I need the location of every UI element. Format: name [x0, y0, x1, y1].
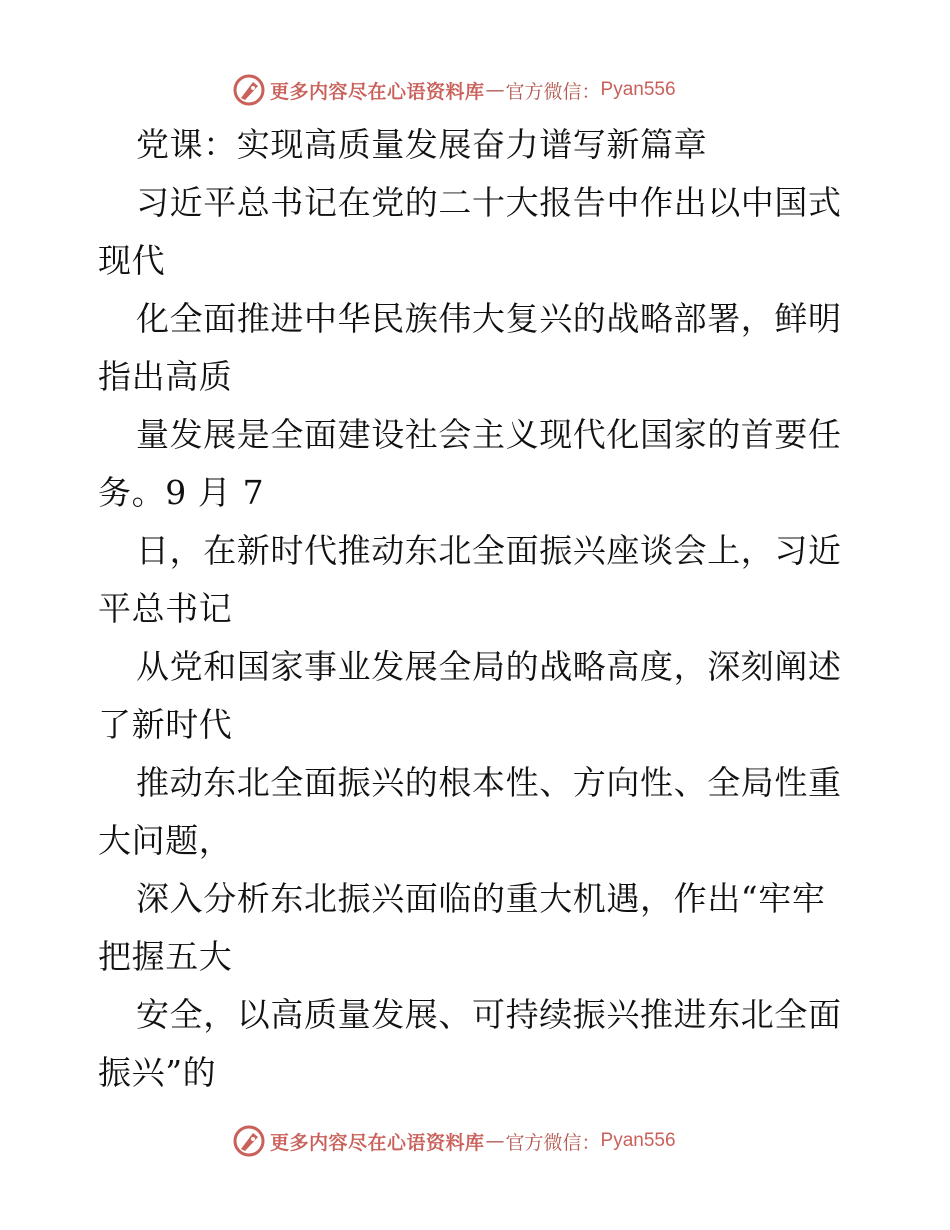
paragraph-line: 了新时代: [98, 705, 233, 744]
banner-wechat-id: Pyan556: [600, 1130, 676, 1151]
paragraph-line: 习近平总书记在党的二十大报告中作出以中国式: [136, 183, 842, 222]
paragraph-line: 量发展是全面建设社会主义现代化国家的首要任: [136, 415, 842, 454]
banner-dash: —: [485, 79, 505, 101]
paragraph-line: 深入分析东北振兴面临的重大机遇，作出“牢牢: [136, 879, 826, 918]
banner-site-text: 更多内容尽在心语资料库: [270, 1131, 485, 1154]
banner-wechat-label: 官方微信：: [505, 80, 601, 103]
paragraph-line: 指出高质: [98, 357, 233, 396]
paragraph-line: 平总书记: [98, 589, 233, 628]
banner-site-text: 更多内容尽在心语资料库: [270, 80, 485, 103]
paragraph-line: 推动东北全面振兴的根本性、方向性、全局性重: [136, 763, 842, 802]
paragraph-line: 振兴”的: [98, 1053, 217, 1092]
header-banner: [232, 73, 676, 107]
document-body: [98, 116, 858, 1102]
banner-dash: —: [485, 1130, 505, 1152]
document-title: 党课：实现高质量发展奋力谱写新篇章: [136, 125, 708, 164]
banner-wechat-id: Pyan556: [600, 79, 676, 100]
paragraph-line: 安全，以高质量发展、可持续振兴推进东北全面: [136, 995, 842, 1034]
pen-nib-logo-icon: [232, 1124, 266, 1158]
paragraph-line: 大问题，: [98, 821, 233, 860]
paragraph-line: 现代: [98, 241, 166, 280]
paragraph-line: 从党和国家事业发展全局的战略高度，深刻阐述: [136, 647, 842, 686]
pen-nib-logo-icon: [232, 73, 266, 107]
banner-wechat-label: 官方微信：: [505, 1131, 601, 1154]
paragraph-line: 化全面推进中华民族伟大复兴的战略部署，鲜明: [136, 299, 842, 338]
paragraph-line: 日，在新时代推动东北全面振兴座谈会上，习近: [136, 531, 842, 570]
paragraph-line: 务。9 月 7: [98, 473, 265, 512]
footer-banner: [232, 1124, 676, 1158]
paragraph-line: 把握五大: [98, 937, 233, 976]
